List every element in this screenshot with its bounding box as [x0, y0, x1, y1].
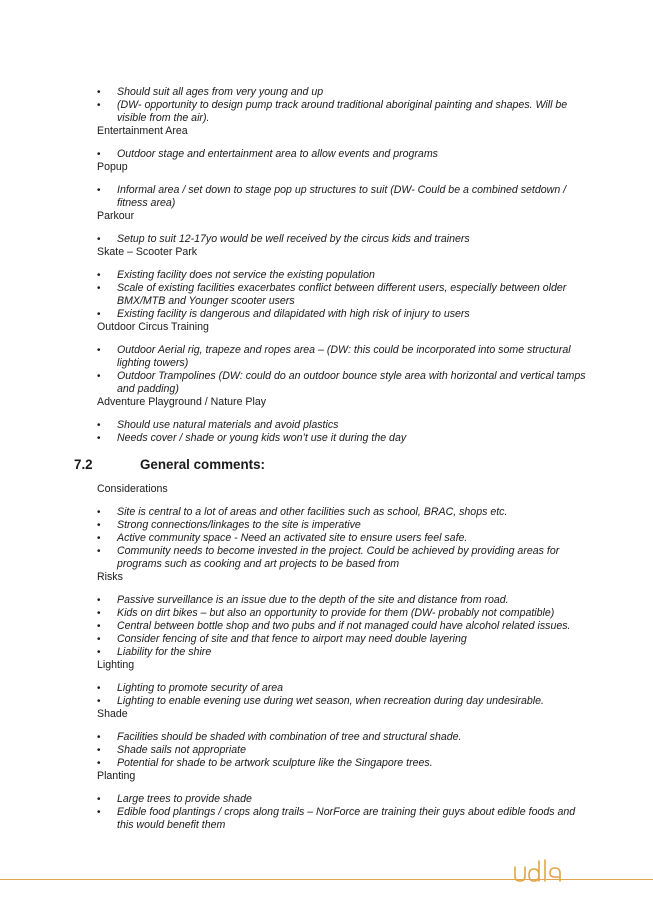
bullet-item: • Strong connections/linkages to the site is imperative	[97, 519, 587, 532]
bullet-item: • Should suit all ages from very young and up	[97, 86, 587, 99]
content-group	[97, 86, 587, 125]
bullet-list	[97, 344, 587, 396]
content-group	[97, 659, 587, 708]
bullet-list	[97, 148, 587, 161]
group-heading: Adventure Playground / Nature Play	[97, 396, 267, 408]
bullet-item: • Central between bottle shop and two pubs and if not managed could have alcohol related issues.	[97, 620, 587, 633]
section-number: 7.2	[74, 457, 93, 472]
bullet-item: • Passive surveillance is an issue due to the depth of the site and distance from road.	[97, 594, 587, 607]
bullet-item: • Edible food plantings / crops along trails – NorForce are training their guys about edible foods and this would benefit them	[97, 806, 587, 832]
content-group	[97, 125, 587, 161]
bullet-list	[97, 682, 587, 708]
bullet-item: • Active community space - Need an activated site to ensure users feel safe.	[97, 532, 587, 545]
content-group	[97, 396, 587, 445]
group-heading: Risks	[97, 571, 123, 583]
bullet-item: • Consider fencing of site and that fence to airport may need double layering	[97, 633, 587, 646]
bullet-item: • Lighting to enable evening use during wet season, when recreation during day undesirable.	[97, 695, 587, 708]
bullet-item: • Community needs to become invested in the project. Could be achieved by providing areas for programs such as cooking and art projects to be based from	[97, 545, 587, 571]
group-heading: Parkour	[97, 210, 135, 222]
bullet-list	[97, 233, 587, 246]
content-group	[97, 571, 587, 659]
page-content	[74, 86, 587, 832]
bullet-list	[97, 594, 587, 659]
group-heading: Considerations	[97, 483, 168, 495]
group-heading: Outdoor Circus Training	[97, 321, 209, 333]
group-heading: Lighting	[97, 659, 135, 671]
group-heading: Shade	[97, 708, 128, 720]
section-title: General comments:	[140, 457, 266, 472]
bullet-item: • Existing facility does not service the existing population	[97, 269, 587, 282]
bullet-item: • Outdoor Trampolines (DW: could do an outdoor bounce style area with horizontal and vertical tamps and padding)	[97, 370, 587, 396]
udla-logo	[512, 858, 578, 884]
bottom-groups	[97, 483, 587, 832]
bullet-item: • Site is central to a lot of areas and other facilities such as school, BRAC, shops etc.	[97, 506, 587, 519]
content-group	[97, 770, 587, 832]
bullet-item: • Liability for the shire	[97, 646, 587, 659]
bullet-list	[97, 793, 587, 832]
group-heading: Skate – Scooter Park	[97, 246, 198, 258]
bullet-item: • Kids on dirt bikes – but also an opportunity to provide for them (DW- probably not compatible)	[97, 607, 587, 620]
content-group	[97, 161, 587, 210]
content-group	[97, 483, 587, 571]
content-group	[97, 210, 587, 246]
bullet-item: • Existing facility is dangerous and dilapidated with high risk of injury to users	[97, 308, 587, 321]
bullet-item: • Outdoor Aerial rig, trapeze and ropes area – (DW: this could be incorporated into some structural lighting towers)	[97, 344, 587, 370]
bullet-list	[97, 506, 587, 571]
bullet-item: • Lighting to promote security of area	[97, 682, 587, 695]
bullet-item: • Needs cover / shade or young kids won’t use it during the day	[97, 432, 587, 445]
section-heading	[74, 457, 587, 473]
bullet-item: • Large trees to provide shade	[97, 793, 587, 806]
bullet-list	[97, 419, 587, 445]
top-groups	[97, 86, 587, 445]
group-heading: Popup	[97, 161, 128, 173]
bullet-item: • Facilities should be shaded with combination of tree and structural shade.	[97, 731, 587, 744]
bullet-item: • Should use natural materials and avoid plastics	[97, 419, 587, 432]
bullet-item: • Informal area / set down to stage pop up structures to suit (DW- Could be a combined setdown / fitness area)	[97, 184, 587, 210]
bullet-item: • (DW- opportunity to design pump track around traditional aboriginal painting and shapes. Will be visible from the air).	[97, 99, 587, 125]
group-heading: Entertainment Area	[97, 125, 188, 137]
bullet-item: • Shade sails not appropriate	[97, 744, 587, 757]
content-group	[97, 321, 587, 396]
bullet-list	[97, 731, 587, 770]
bullet-item: • Outdoor stage and entertainment area to allow events and programs	[97, 148, 587, 161]
bullet-item: • Scale of existing facilities exacerbates conflict between different users, especially between older BMX/MTB and Younger scooter users	[97, 282, 587, 308]
bullet-list	[97, 184, 587, 210]
content-group	[97, 246, 587, 321]
group-heading: Planting	[97, 770, 136, 782]
bullet-list	[97, 86, 587, 125]
content-group	[97, 708, 587, 770]
bullet-list	[97, 269, 587, 321]
bullet-item: • Setup to suit 12-17yo would be well received by the circus kids and trainers	[97, 233, 587, 246]
bullet-item: • Potential for shade to be artwork sculpture like the Singapore trees.	[97, 757, 587, 770]
